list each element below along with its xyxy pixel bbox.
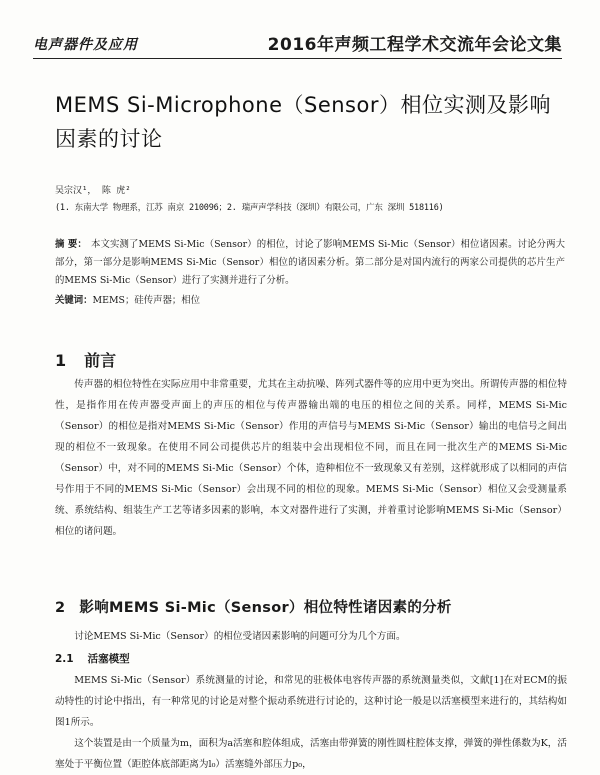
section-2-heading	[55, 596, 452, 617]
subsection-2-1-title: 活塞模型	[87, 653, 130, 665]
section-2-intro: 讨论MEMS Si-Mic（Sensor）的相位受诸因素影响的问题可分为几个方面。	[74, 631, 406, 642]
section-2-title: 影响MEMS Si-Mic（Sensor）相位特性诸因素的分析	[79, 600, 452, 616]
keywords	[55, 292, 200, 306]
abstract-text: 本文实测了MEMS Si-Mic（Sensor）的相位，讨论了影响MEMS Si-Mic（Sensor）相位诸因素。讨论分两大部分，第一部分是影响MEMS Si-Mic（Sensor）相位的诸因素分析。第二部分是对国内流行的两家公司提供的芯片生产的MEMS Si-Mic（Sensor）进行了实测并进行了分析。	[55, 239, 566, 286]
author-list: 吴宗汉¹， 陈 虎²	[55, 186, 131, 196]
section-2-number: 2	[55, 600, 66, 616]
affiliations: (1. 东南大学 物理系，江苏 南京 210096；2. 瑞声声学科技（深圳）有限公司，广东 深圳 518116)	[55, 203, 444, 213]
section-1-paragraph: 传声器的相位特性在实际应用中非常重要，尤其在主动抗噪、阵列式器件等的应用中更为突出。所谓传声器的相位特性，是指作用在传声器受声面上的声压的相位与传声器输出端的电压的相位之间的关系。同样，MEMS Si-Mic（Sensor）的相位是指对MEMS Si-Mic（Sensor）作用的声信号与MEMS Si-Mic（Sensor）输出的电信号之间出现的相位不一致现象。在使用不同公司提供芯片的组装中会出现相位不同，而且在同一批次生产的MEMS Si-Mic（Sensor）中，对不同的MEMS Si-Mic（Sensor）个体，造种相位不一致现象又有差别，这样就形成了以相同的声信号作用于不同的MEMS Si-Mic（Sensor）会出现不同的相位的现象。MEMS Si-Mic（Sensor）相位又会受测量系统、系统结构、组装生产工艺等诸多因素的影响，本文对器件进行了实测，并着重讨论影响MEMS Si-Mic（Sensor）相位的诸问题。	[55, 379, 567, 537]
subsection-2-1-paragraph-1: MEMS Si-Mic（Sensor）系统测量的讨论，和常见的驻极体电容传声器的系统测量类似，文献[1]在对ECM的振动特性的讨论中指出，有一种常见的讨论是对整个振动系统进行讨论的，这种讨论一般是以活塞模型来进行的，其结构如图1所示。	[55, 675, 567, 728]
subsection-2-1-heading	[55, 651, 130, 666]
keywords-text: MEMS；硅传声器；相位	[92, 295, 200, 306]
header-proceedings-title: 2016年声频工程学术交流年会论文集	[267, 35, 562, 55]
header-section-label: 电声器件及应用	[33, 37, 138, 53]
subsection-2-1-number: 2.1	[55, 653, 74, 665]
section-1-number: 1	[55, 351, 67, 370]
abstract-label: 摘 要：	[55, 239, 87, 250]
section-1-title: 前言	[84, 351, 117, 370]
keywords-label: 关键词：	[55, 295, 93, 306]
subsection-2-1-paragraph-2: 这个装置是由一个质量为m，面积为a活塞和腔体组成，活塞由带弹簧的刚性圆柱腔体支撑，弹簧的弹性係数为K，活塞处于平衡位置（距腔体底部距离为l₀）活塞缝外部压力p₀，	[55, 738, 567, 770]
running-header	[33, 22, 562, 59]
abstract	[55, 236, 565, 290]
paper-title: MEMS Si-Microphone（Sensor）相位实测及影响因素的讨论	[55, 93, 551, 151]
section-1-heading	[55, 348, 116, 371]
